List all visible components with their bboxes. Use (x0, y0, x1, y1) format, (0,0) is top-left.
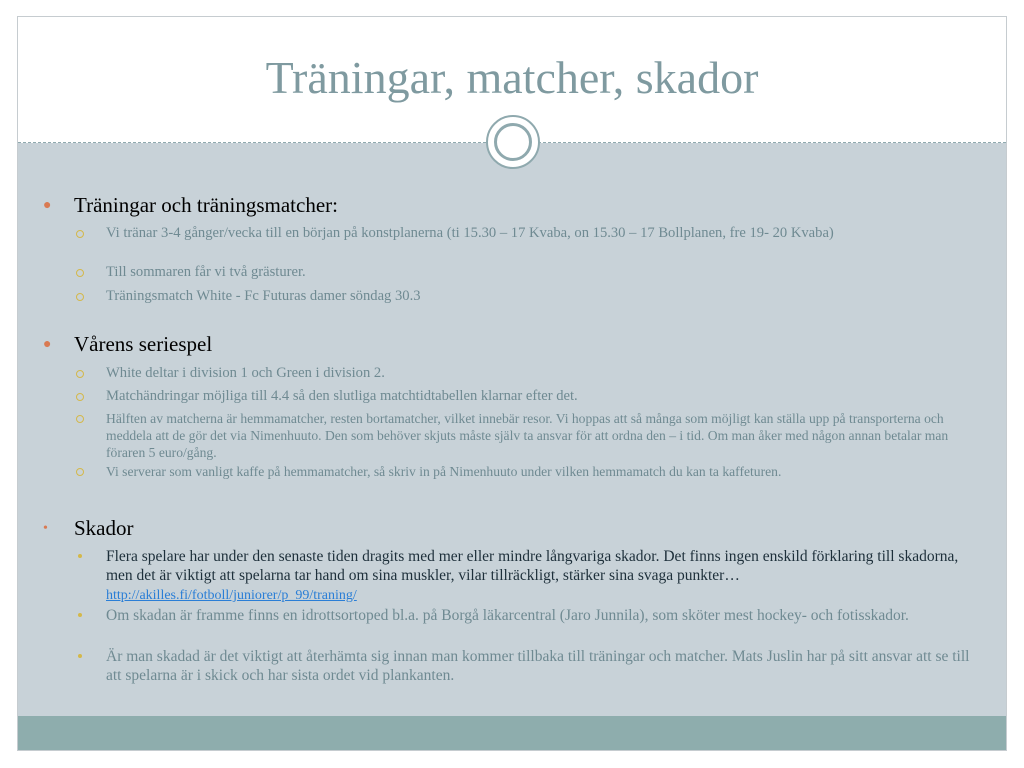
list-item: Till sommaren får vi två grästurer. (78, 264, 983, 281)
traning-link[interactable]: http://akilles.fi/fotboll/juniorer/p_99/traning/ (106, 588, 357, 603)
ring-bullet-icon (76, 393, 84, 401)
ring-bullet-icon (76, 293, 84, 301)
list-item: Om skadan är framme finns en idrottsortoped bl.a. på Borgå läkarcentral (Jaro Junnila), som sköter mest hockey- och fotisskador. (78, 606, 983, 625)
list-item: Hälften av matcherna är hemmamatcher, resten bortamatcher, vilket innebär resor. Vi hoppas att så många som möjligt kan ställa upp på transporterna och meddela att de gör det via Nimenhuuto. Den som behöver skjuts måste själv ta ansvar för att ordna den – i tid. Om man åker med någon annan betalar man föraren 5 euro/gång. (78, 410, 983, 461)
bullet-icon: ● (43, 337, 52, 352)
ring-bullet-icon (76, 370, 84, 378)
ring-bullet-icon (76, 269, 84, 277)
list-item: Vi tränar 3-4 gånger/vecka till en början på konstplanerna (ti 15.30 – 17 Kvaba, on 15.30 – 17 Bollplanen, fre 19- 20 Kvaba) (78, 225, 983, 242)
list-item: Flera spelare har under den senaste tiden dragits med mer eller mindre långvariga skador. Det finns ingen enskild förklaring till skadorna, men det är viktigt att spelarna tar hand om sina muskler, vilar tillräckligt, stärker sina svaga punkter… http://akilles.fi/fotboll/juniorer/p_99/traning/ (78, 547, 983, 605)
bullet-icon: • (43, 521, 48, 536)
content-area (18, 143, 1006, 716)
list-item: Vi serverar som vanligt kaffe på hemmamatcher, så skriv in på Nimenhuuto under vilken hemmamatch du kan ta kaffeturen. (78, 463, 983, 480)
section-header-traningar: ● Träningar och träningsmatcher: (43, 193, 338, 217)
dot-bullet-icon (78, 654, 82, 658)
dot-bullet-icon (78, 613, 82, 617)
section-header-skador: • Skador (43, 516, 134, 540)
list-item: Matchändringar möjliga till 4.4 så den slutliga matchtidtabellen klarnar efter det. (78, 388, 983, 405)
slide-title: Träningar, matcher, skador (265, 52, 759, 103)
bullet-icon: ● (43, 198, 52, 213)
list-item: Träningsmatch White - Fc Futuras damer söndag 30.3 (78, 288, 983, 305)
slide (17, 16, 1007, 751)
ring-bullet-icon (76, 468, 84, 476)
dot-bullet-icon (78, 554, 82, 558)
list-item: White deltar i division 1 och Green i division 2. (78, 365, 983, 382)
section-header-seriespel: ● Vårens seriespel (43, 332, 213, 356)
footer-band (18, 716, 1006, 751)
ring-bullet-icon (76, 230, 84, 238)
list-item: Är man skadad är det viktigt att återhämta sig innan man kommer tillbaka till träningar och matcher. Mats Juslin har på sitt ansvar att se till att spelarna är i skick och har sista ordet vid plankanten. (78, 647, 983, 685)
decorative-circle-icon (486, 115, 540, 169)
ring-bullet-icon (76, 415, 84, 423)
decorative-inner-circle (494, 123, 532, 161)
